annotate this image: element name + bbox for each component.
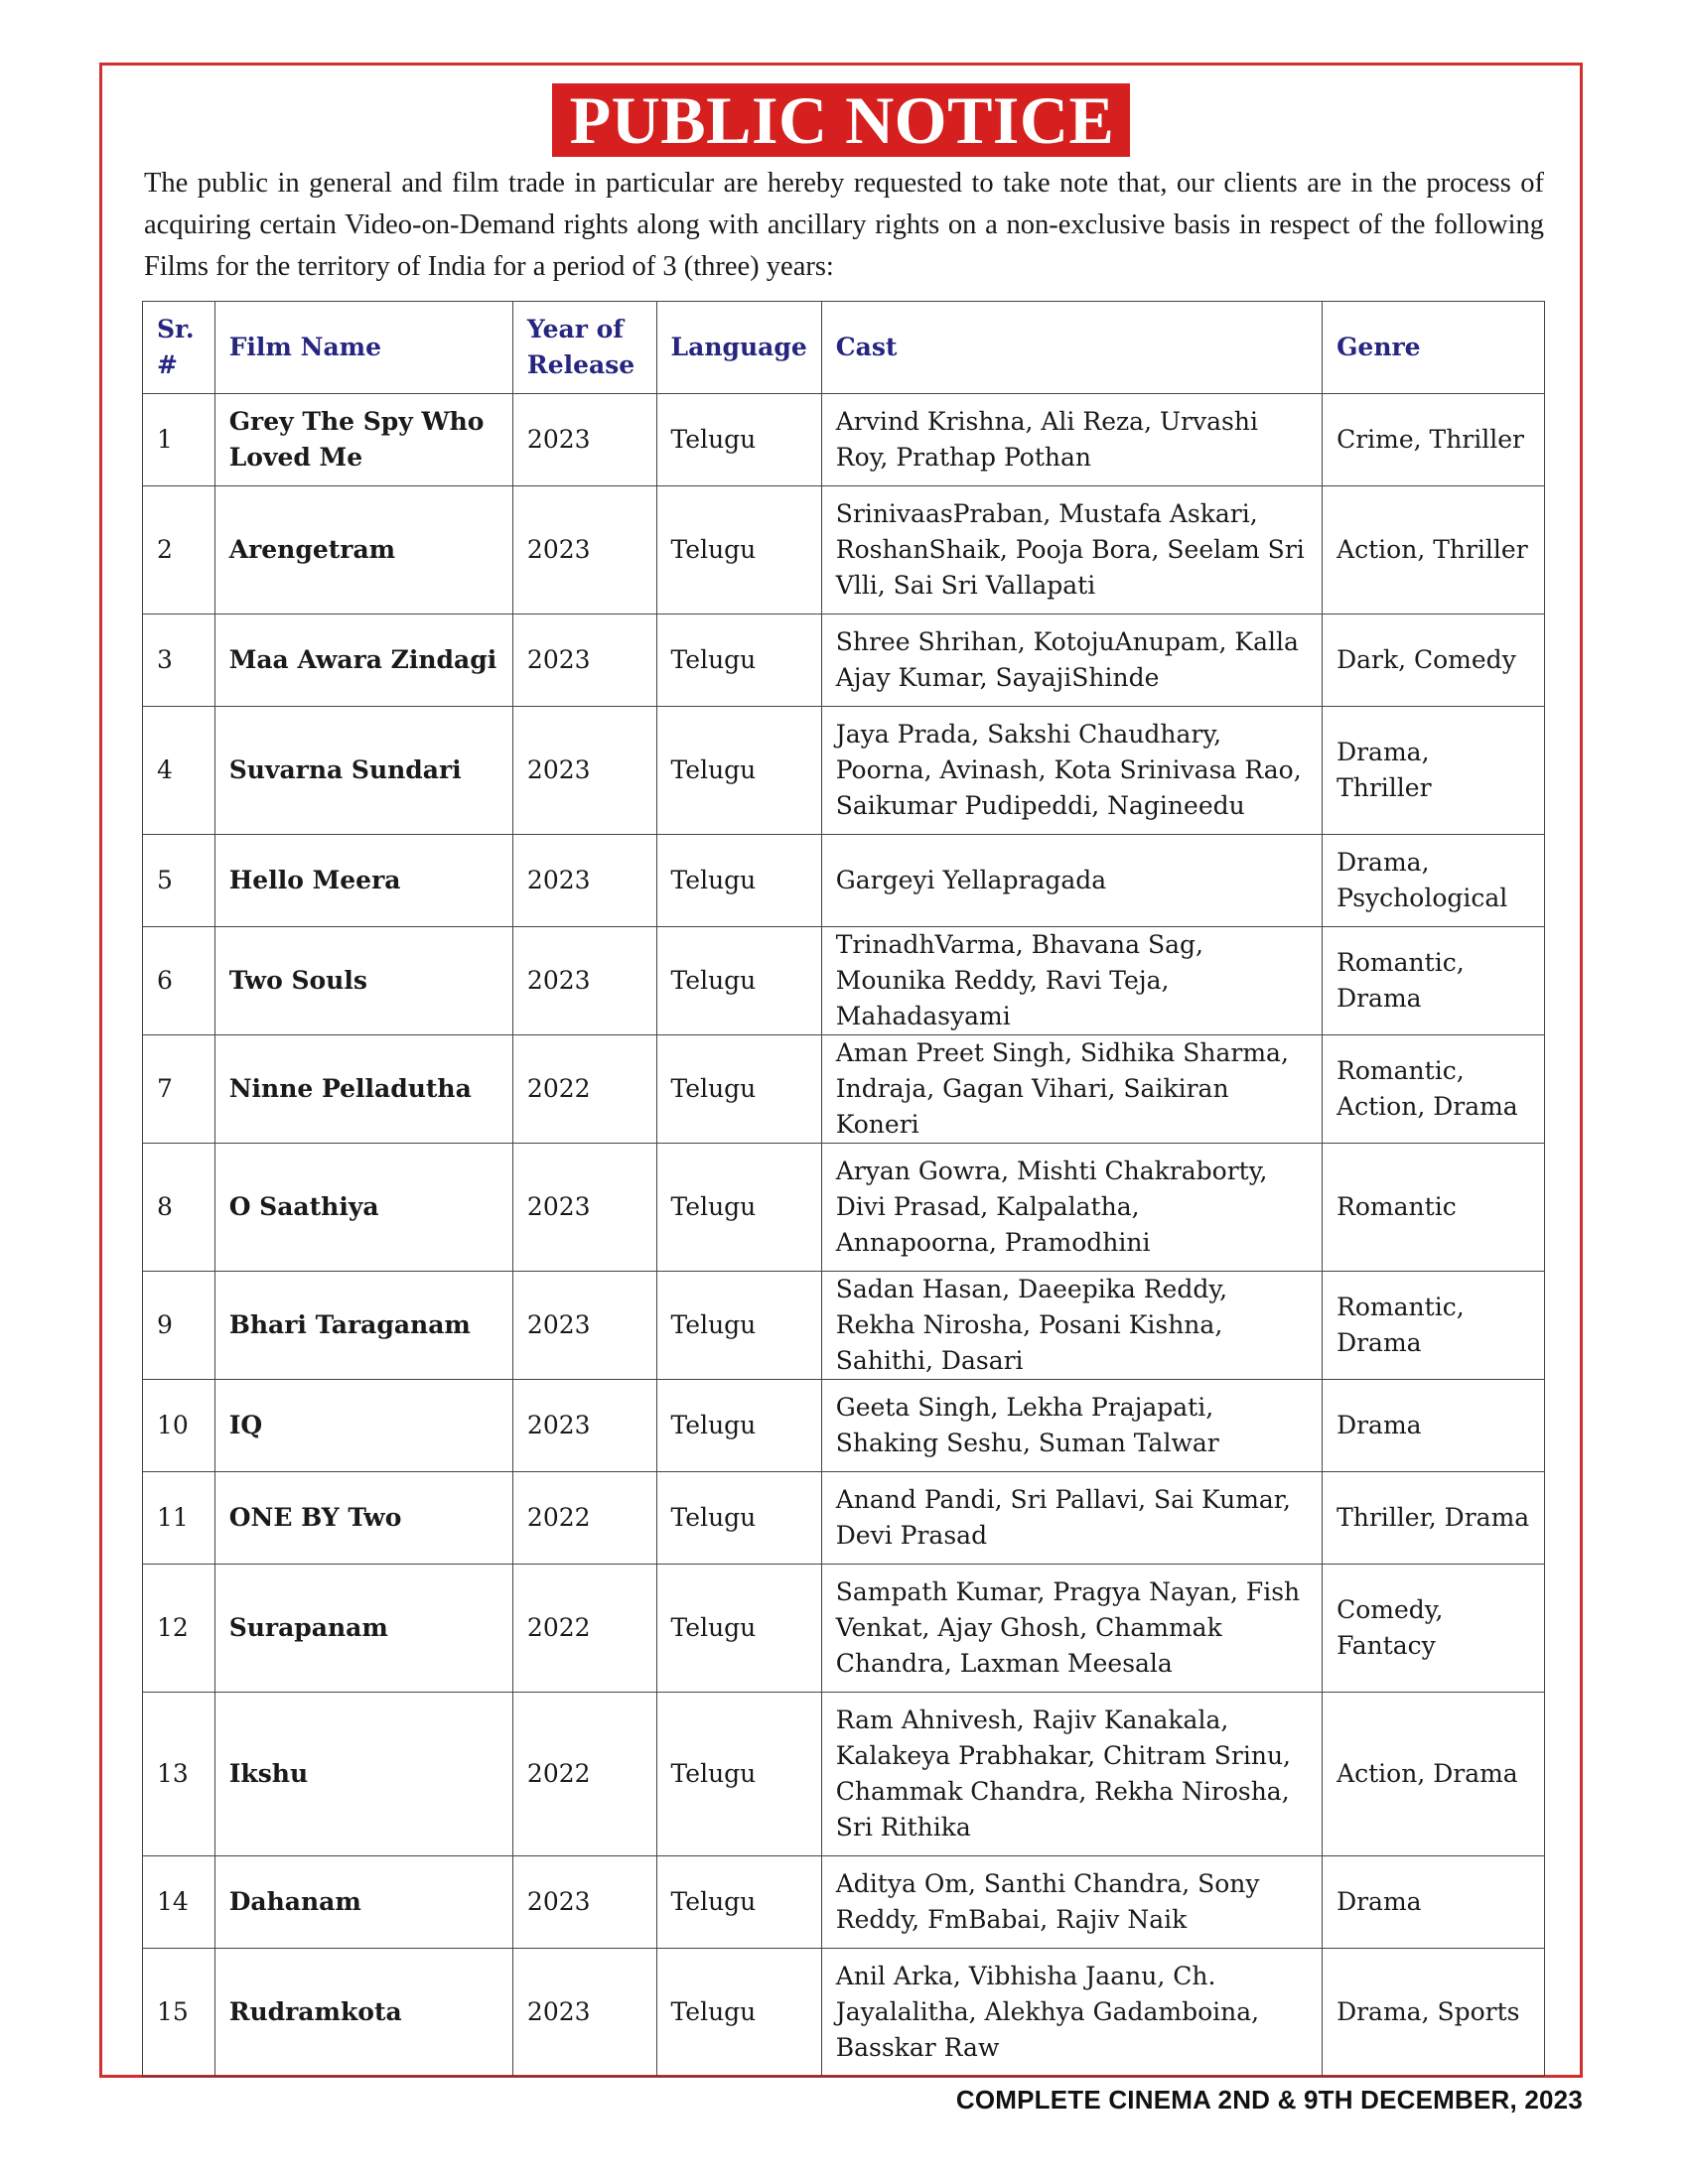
table-row bbox=[143, 927, 1545, 1035]
cell-language: Telugu bbox=[656, 1856, 821, 1949]
table-row bbox=[143, 486, 1545, 614]
cell-language: Telugu bbox=[656, 1949, 821, 2077]
cell-film: Rudramkota bbox=[214, 1949, 512, 2077]
page-title: PUBLIC NOTICE bbox=[552, 83, 1131, 157]
table-row bbox=[143, 1693, 1545, 1856]
header-cast: Cast bbox=[821, 302, 1322, 394]
cell-year: 2023 bbox=[512, 614, 656, 707]
cell-film: Suvarna Sundari bbox=[214, 707, 512, 835]
cell-genre: Thriller, Drama bbox=[1323, 1472, 1545, 1565]
table-row bbox=[143, 1380, 1545, 1472]
cell-language: Telugu bbox=[656, 1144, 821, 1272]
cell-cast: Aryan Gowra, Mishti Chakraborty, Divi Prasad, Kalpalatha, Annapoorna, Pramodhini bbox=[821, 1144, 1322, 1272]
cell-sr: 6 bbox=[143, 927, 215, 1035]
header-language: Language bbox=[656, 302, 821, 394]
table-row bbox=[143, 1472, 1545, 1565]
table-row bbox=[143, 835, 1545, 927]
cell-film: Two Souls bbox=[214, 927, 512, 1035]
cell-sr: 9 bbox=[143, 1272, 215, 1380]
cell-sr: 11 bbox=[143, 1472, 215, 1565]
notice-frame bbox=[99, 63, 1583, 2078]
cell-film: Bhari Taraganam bbox=[214, 1272, 512, 1380]
cell-cast: Sampath Kumar, Pragya Nayan, Fish Venkat, Ajay Ghosh, Chammak Chandra, Laxman Meesala bbox=[821, 1565, 1322, 1693]
films-table bbox=[142, 301, 1545, 2077]
cell-year: 2023 bbox=[512, 1380, 656, 1472]
cell-sr: 10 bbox=[143, 1380, 215, 1472]
cell-genre: Drama, Sports bbox=[1323, 1949, 1545, 2077]
cell-year: 2023 bbox=[512, 927, 656, 1035]
table-row bbox=[143, 1144, 1545, 1272]
cell-film: IQ bbox=[214, 1380, 512, 1472]
cell-cast: Arvind Krishna, Ali Reza, Urvashi Roy, Prathap Pothan bbox=[821, 394, 1322, 486]
cell-language: Telugu bbox=[656, 1380, 821, 1472]
cell-film: Maa Awara Zindagi bbox=[214, 614, 512, 707]
cell-language: Telugu bbox=[656, 1693, 821, 1856]
cell-sr: 5 bbox=[143, 835, 215, 927]
cell-genre: Romantic bbox=[1323, 1144, 1545, 1272]
cell-cast: Sadan Hasan, Daeepika Reddy, Rekha Nirosha, Posani Kishna, Sahithi, Dasari bbox=[821, 1272, 1322, 1380]
cell-cast: TrinadhVarma, Bhavana Sag, Mounika Reddy, Ravi Teja, Mahadasyami bbox=[821, 927, 1322, 1035]
cell-sr: 1 bbox=[143, 394, 215, 486]
table-row bbox=[143, 1565, 1545, 1693]
header-sr: Sr. # bbox=[143, 302, 215, 394]
cell-genre: Romantic, Drama bbox=[1323, 1272, 1545, 1380]
intro-paragraph: The public in general and film trade in particular are hereby requested to take note that, our clients are in the process of acquiring certain Video-on-Demand rights along with ancillary rights on a non-exclusive basis in respect of the following Films for the territory of India for a period of 3 (three) years: bbox=[144, 168, 1544, 282]
cell-language: Telugu bbox=[656, 486, 821, 614]
table-row bbox=[143, 1035, 1545, 1144]
cell-language: Telugu bbox=[656, 835, 821, 927]
cell-year: 2023 bbox=[512, 394, 656, 486]
cell-sr: 3 bbox=[143, 614, 215, 707]
cell-genre: Action, Thriller bbox=[1323, 486, 1545, 614]
cell-year: 2022 bbox=[512, 1472, 656, 1565]
cell-film: Hello Meera bbox=[214, 835, 512, 927]
cell-cast: Aman Preet Singh, Sidhika Sharma, Indraja, Gagan Vihari, Saikiran Koneri bbox=[821, 1035, 1322, 1144]
header-film-name: Film Name bbox=[214, 302, 512, 394]
table-row bbox=[143, 1856, 1545, 1949]
header-year: Year of Release bbox=[512, 302, 656, 394]
table-header-row bbox=[143, 302, 1545, 394]
cell-year: 2022 bbox=[512, 1565, 656, 1693]
cell-film: Ikshu bbox=[214, 1693, 512, 1856]
cell-film: Ninne Pelladutha bbox=[214, 1035, 512, 1144]
cell-genre: Dark, Comedy bbox=[1323, 614, 1545, 707]
cell-sr: 7 bbox=[143, 1035, 215, 1144]
cell-film: O Saathiya bbox=[214, 1144, 512, 1272]
cell-film: Dahanam bbox=[214, 1856, 512, 1949]
cell-language: Telugu bbox=[656, 1035, 821, 1144]
cell-sr: 13 bbox=[143, 1693, 215, 1856]
cell-year: 2023 bbox=[512, 707, 656, 835]
cell-year: 2023 bbox=[512, 1949, 656, 2077]
cell-film: Surapanam bbox=[214, 1565, 512, 1693]
cell-cast: Shree Shrihan, KotojuAnupam, Kalla Ajay Kumar, SayajiShinde bbox=[821, 614, 1322, 707]
cell-cast: Aditya Om, Santhi Chandra, Sony Reddy, FmBabai, Rajiv Naik bbox=[821, 1856, 1322, 1949]
cell-film: ONE BY Two bbox=[214, 1472, 512, 1565]
cell-sr: 8 bbox=[143, 1144, 215, 1272]
cell-genre: Crime, Thriller bbox=[1323, 394, 1545, 486]
cell-year: 2023 bbox=[512, 486, 656, 614]
cell-language: Telugu bbox=[656, 1472, 821, 1565]
cell-cast: Gargeyi Yellapragada bbox=[821, 835, 1322, 927]
cell-year: 2023 bbox=[512, 835, 656, 927]
cell-language: Telugu bbox=[656, 707, 821, 835]
cell-film: Grey The Spy Who Loved Me bbox=[214, 394, 512, 486]
header-genre: Genre bbox=[1323, 302, 1545, 394]
cell-sr: 12 bbox=[143, 1565, 215, 1693]
cell-cast: Jaya Prada, Sakshi Chaudhary, Poorna, Avinash, Kota Srinivasa Rao, Saikumar Pudipeddi, Nagineedu bbox=[821, 707, 1322, 835]
table-row bbox=[143, 614, 1545, 707]
publication-footer: COMPLETE CINEMA 2ND & 9TH DECEMBER, 2023 bbox=[955, 2085, 1583, 2115]
cell-genre: Drama bbox=[1323, 1856, 1545, 1949]
cell-year: 2023 bbox=[512, 1144, 656, 1272]
cell-sr: 15 bbox=[143, 1949, 215, 2077]
title-wrap bbox=[102, 83, 1580, 157]
cell-genre: Drama, Thriller bbox=[1323, 707, 1545, 835]
cell-language: Telugu bbox=[656, 394, 821, 486]
cell-language: Telugu bbox=[656, 1272, 821, 1380]
table-row bbox=[143, 707, 1545, 835]
cell-year: 2023 bbox=[512, 1856, 656, 1949]
cell-genre: Romantic, Drama bbox=[1323, 927, 1545, 1035]
cell-cast: Ram Ahnivesh, Rajiv Kanakala, Kalakeya Prabhakar, Chitram Srinu, Chammak Chandra, Rekha Nirosha, Sri Rithika bbox=[821, 1693, 1322, 1856]
cell-language: Telugu bbox=[656, 927, 821, 1035]
cell-genre: Drama bbox=[1323, 1380, 1545, 1472]
cell-genre: Romantic, Action, Drama bbox=[1323, 1035, 1545, 1144]
cell-sr: 2 bbox=[143, 486, 215, 614]
cell-year: 2022 bbox=[512, 1693, 656, 1856]
cell-cast: Anand Pandi, Sri Pallavi, Sai Kumar, Devi Prasad bbox=[821, 1472, 1322, 1565]
cell-genre: Action, Drama bbox=[1323, 1693, 1545, 1856]
cell-language: Telugu bbox=[656, 1565, 821, 1693]
table-row bbox=[143, 1949, 1545, 2077]
cell-cast: Anil Arka, Vibhisha Jaanu, Ch. Jayalalitha, Alekhya Gadamboina, Basskar Raw bbox=[821, 1949, 1322, 2077]
table-row bbox=[143, 394, 1545, 486]
cell-sr: 4 bbox=[143, 707, 215, 835]
cell-year: 2022 bbox=[512, 1035, 656, 1144]
cell-year: 2023 bbox=[512, 1272, 656, 1380]
cell-cast: Geeta Singh, Lekha Prajapati, Shaking Seshu, Suman Talwar bbox=[821, 1380, 1322, 1472]
cell-cast: SrinivaasPraban, Mustafa Askari, RoshanShaik, Pooja Bora, Seelam Sri Vlli, Sai Sri Vallapati bbox=[821, 486, 1322, 614]
cell-language: Telugu bbox=[656, 614, 821, 707]
cell-sr: 14 bbox=[143, 1856, 215, 1949]
cell-genre: Comedy, Fantacy bbox=[1323, 1565, 1545, 1693]
cell-genre: Drama, Psychological bbox=[1323, 835, 1545, 927]
table-row bbox=[143, 1272, 1545, 1380]
cell-film: Arengetram bbox=[214, 486, 512, 614]
